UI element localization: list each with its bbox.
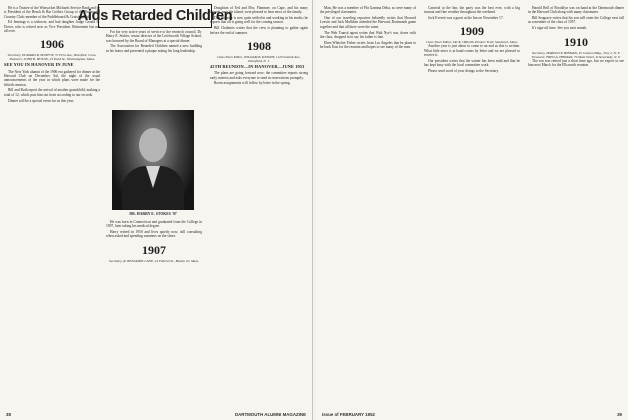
class-secretary: Secretary, HAROLD P. HINMAN, 45 Cannon Bldg., Troy 2, N. Y. Treasurer, FRED A. HINMAN, 79 Main Street, Schenectady, N. Y. [531,50,621,59]
photo-caption: DR. HARRY E. STOKES '07 [129,212,177,216]
body-paragraph: Carnival at the Inn, the party was the best ever, with a big turnout and fine weather throughout the weekend. [424,6,520,15]
left-column-3 [210,6,308,406]
class-secretary: Class News Editor, JACK CHILDS, Pioneer Trail, Sandwich, Mass. [426,40,518,45]
right-column-1 [320,6,416,406]
body-paragraph: Harold Bell of Brooklyn was on hand at the Dartmouth dinner in the Harvard Club along with many classmates. [528,6,624,15]
publication-name: DARTMOUTH ALUMNI MAGAZINE [234,412,306,417]
body-paragraph: He was born in Connecticut and graduated from the College in 1907, later taking his medical degree. [106,220,202,229]
right-page [316,0,628,420]
body-paragraph: Jack Everett was a guest at the Inn on November 17. [428,16,504,21]
left-page [0,0,313,420]
section-caption: 45TH REUNION—IN HANOVER—JUNE 1953 [210,63,305,69]
class-year-heading: 1908 [247,38,271,53]
class-year-heading: 1907 [142,242,166,257]
body-paragraph: The son was retired just a short time ago, but we expect to see him next March for the Ellsworth reunion. [528,58,624,67]
class-year-heading: 1910 [564,34,588,49]
body-paragraph: Bill and Ruth report the arrival of another grandchild, making a total of 12, which puts him out front according to our records. [4,88,100,97]
body-paragraph: Bill Chalmers writes that the crew is planning to gather again before the end of summer. [210,26,308,35]
body-paragraph: Doughton of Ted and Mrs. Flammer, on Cape, and his many friends, near the island, were pleased to hear news of the family. [210,6,308,15]
body-paragraph: It's sign-off time. See you next month. [532,26,588,31]
page-footer [322,412,622,417]
class-year-heading: 1909 [460,24,484,39]
body-paragraph: Eben Whitcher Fisher writes from Los Angeles that he plans to be back East for the reunion and hopes to see many of the men. [320,40,416,50]
body-paragraph: Please send word of your doings to the Secretary. [428,69,499,74]
right-column-3 [528,6,624,406]
body-paragraph: Don Webster is now quite settled in and working in his studio; he reports that all is going well for the coming season. [210,16,308,25]
article-title-box [77,4,233,28]
left-column-2-top [106,30,202,108]
class-secretary: Secretary, EDWARD R. BONFOY, 57 Fern Ave., Branford, Conn. Treasurer, JOHN B. HOUSE, 23 Pond St., Westhampton, Mass. [7,53,97,62]
page-number: 38 [6,412,11,417]
body-paragraph: The Web Transit agent writes that Walt Nye's son, down with the class, dropped in to say his father is fine. [320,30,416,39]
intro-paragraph: He is a Trustee of the Wonsocket Michaels Service Bank and he is President of the Beach & Bar Golfers Group of the Brunswick Country Club; member of the Paddleboard & Cruising Club. [4,6,100,19]
left-column-2-bottom [106,220,202,410]
portrait-face [139,128,167,162]
body-paragraph: Our president writes that the winter has been mild and that he has kept busy with the local committee work. [424,58,520,68]
body-paragraph: Man, He was a member of Phi Gamma Delta, as were many of the privileged classmates. [320,6,416,15]
class-year-heading: 1906 [40,37,64,52]
issue-date: Issue of FEBRUARY 1952 [322,412,375,417]
body-paragraph: The New York alumni of the 1906 era gathered for dinner at the Harvard Club on December 3rd, the night of the usual announcements of the year in which plans were made for the fiftieth reunion. [4,69,100,87]
body-paragraph: Harry retired in 1950 and lives quietly now, still consulting when asked and spending summers on the shore. [106,230,202,239]
body-paragraph: Another year is just about to come to an end as this is written. What little news is at hand comes by letter and we are pleased to receive it. [424,44,520,58]
intro-paragraph: Ed Jennings is a widower, and had daughter Judge Gerald H. Dover, who is retired now as Vice President. Retirement but not all over. [4,20,100,34]
body-paragraph: Bill Seagrave writes that his son will enter the College next fall as a member of the class of 1957. [528,16,624,25]
body-paragraph: The Association for Retarded Children named a new building in his honor and presented a plaque noting his long leadership. [106,44,202,53]
body-paragraph: Room assignments will follow by letter in the spring. [214,81,291,86]
body-paragraph: For his very active years of service to the research council, Dr. Harry E. Stokes, senior director of the Letchworth Village School, was honored by the Board of Managers at a special dinner. [106,30,202,43]
right-column-2 [424,6,520,406]
section-caption: SEE YOU IN HANOVER IN JUNE [4,62,74,68]
body-paragraph: The plans are going forward now; the committee reports strong early interest and asks everyone to send in reservations promptly. [210,71,308,80]
page-number: 39 [617,412,622,417]
body-paragraph: One of our traveling reporters belatedly writes that Howard Leavitt and Jack Mulliken attended the Harvard–Dartmouth game together and that all three were the same. [320,16,416,29]
portrait-photo [112,110,194,210]
page-footer [6,412,306,417]
class-secretary: Class News Editor, WILLIAM B. KNIGHT, 1120 Summit Ave., Plainfield, N. J. [217,54,301,63]
article-title: Aids Retarded Children [77,8,233,24]
body-paragraph: Dinner will be a special event for us this year. [8,98,74,103]
class-secretary: Secretary, R. BENJAMIN CANE, 24 Federal St., Boston 10, Mass. [109,258,199,263]
